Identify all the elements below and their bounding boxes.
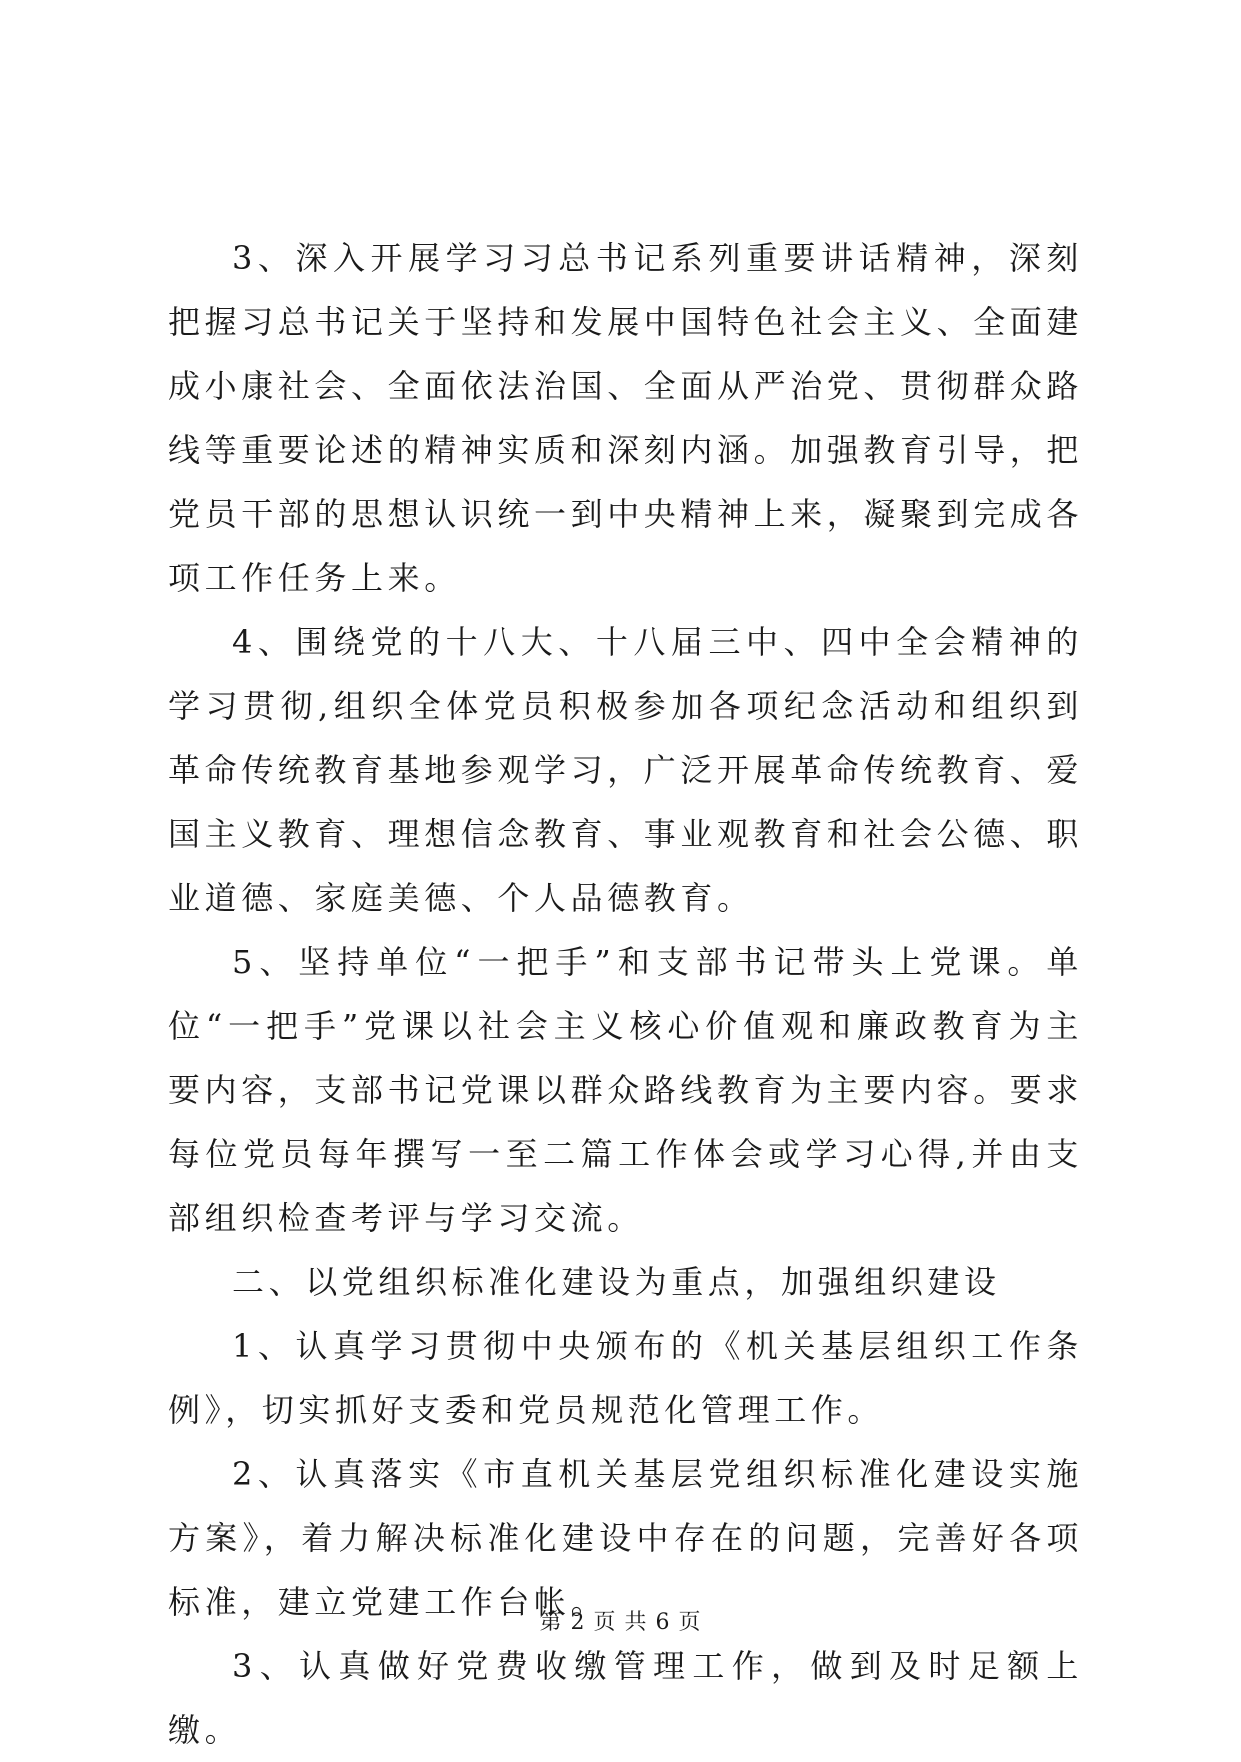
paragraph-item-5: 5、坚持单位“一把手”和支部书记带头上党课。单位“一把手”党课以社会主义核心价值观和廉政教育为主要内容，支部书记党课以群众路线教育为主要内容。要求每位党员每年撰写一至二篇工作体会或学习心得,并由支部组织检查考评与学习交流。 xyxy=(168,943,1084,1237)
section-heading: 二、以党组织标准化建设为重点，加强组织建设 xyxy=(232,1263,1001,1301)
document-body xyxy=(168,226,1083,1762)
page-number-footer: 第 2 页 共 6 页 xyxy=(539,1610,702,1635)
section-paragraph-1: 1、认真学习贯彻中央颁布的《机关基层组织工作条例》，切实抓好支委和党员规范化管理工作。 xyxy=(168,1327,1083,1429)
paragraph-item-3: 3、深入开展学习习总书记系列重要讲话精神，深刻把握习总书记关于坚持和发展中国特色社会主义、全面建成小康社会、全面依法治国、全面从严治党、贯彻群众路线等重要论述的精神实质和深刻内涵。加强教育引导，把党员干部的思想认识统一到中央精神上来，凝聚到完成各项工作任务上来。 xyxy=(168,239,1084,597)
paragraph-item-4: 4、围绕党的十八大、十八届三中、四中全会精神的学习贯彻,组织全体党员积极参加各项纪念活动和组织到革命传统教育基地参观学习，广泛开展革命传统教育、爱国主义教育、理想信念教育、事业观教育和社会公德、职业道德、家庭美德、个人品德教育。 xyxy=(168,623,1084,917)
section-paragraph-2: 2、认真落实《市直机关基层党组织标准化建设实施方案》，着力解决标准化建设中存在的问题，完善好各项标准，建立党建工作台帐。 xyxy=(168,1455,1083,1621)
section-paragraph-3: 3、认真做好党费收缴管理工作，做到及时足额上缴。 xyxy=(168,1647,1083,1749)
